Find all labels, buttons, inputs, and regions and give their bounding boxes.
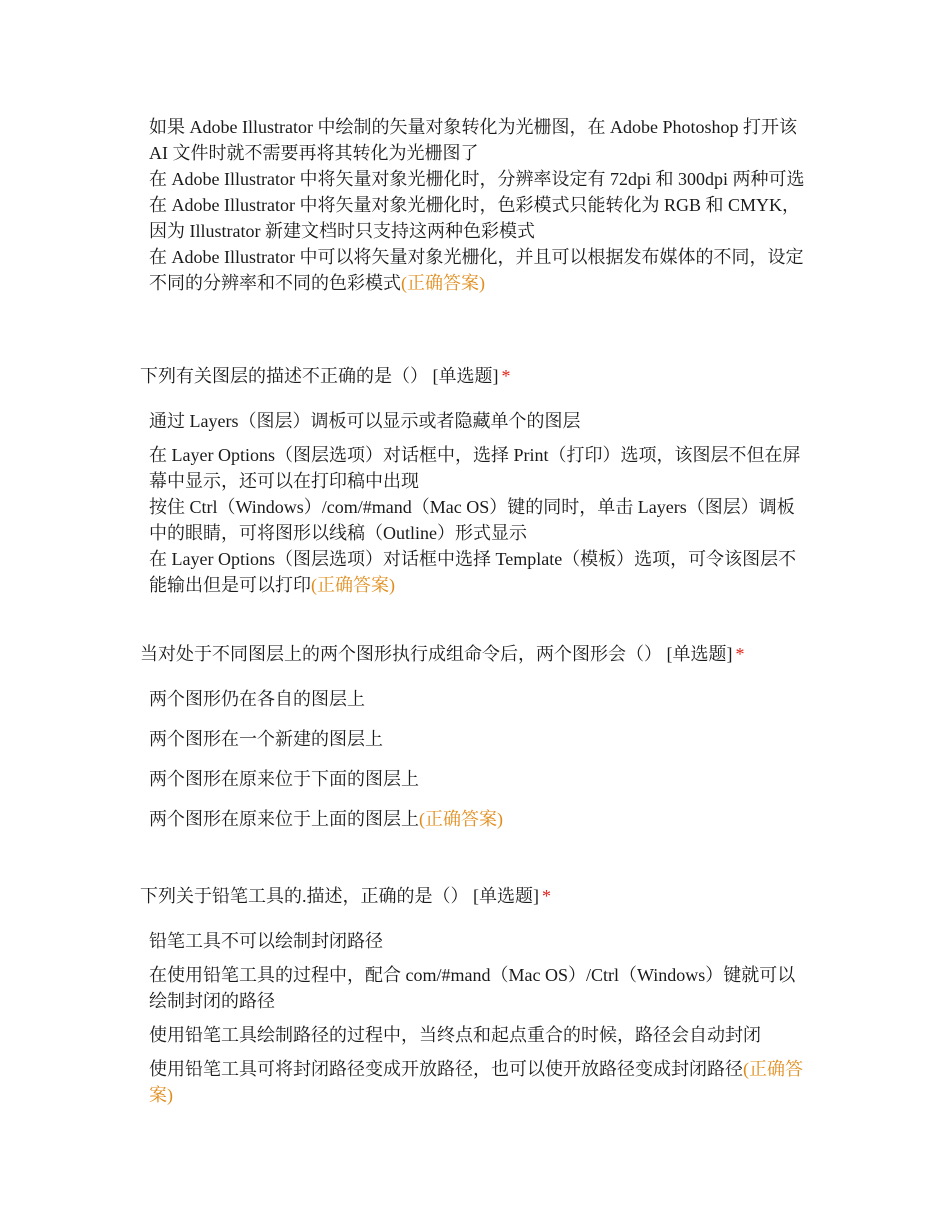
option-item[interactable] [149,1056,810,1108]
option-item[interactable] [149,192,810,244]
question-block-1 [140,114,810,296]
question-text: 下列关于铅笔工具的.描述，正确的是（） [单选题] [140,886,539,906]
options-list [140,408,810,598]
option-item[interactable] [149,1022,810,1048]
option-item[interactable] [149,686,810,712]
option-item[interactable] [149,166,810,192]
option-text: 在 Layer Options（图层选项）对话框中选择 Template（模板）选项，可令该图层不能输出但是可以打印 [149,549,797,595]
option-text: 两个图形仍在各自的图层上 [149,689,365,709]
option-text: 在使用铅笔工具的过程中，配合 com/#mand（Mac OS）/Ctrl（Windows）键就可以绘制封闭的路径 [149,965,796,1011]
option-text: 在 Adobe Illustrator 中将矢量对象光栅化时，分辨率设定有 72dpi 和 300dpi 两种可选 [149,169,805,189]
option-text: 使用铅笔工具绘制路径的过程中，当终点和起点重合的时候，路径会自动封闭 [149,1025,761,1045]
option-item[interactable] [149,806,810,832]
required-mark: * [501,366,511,386]
option-item[interactable] [149,962,810,1014]
question-block-2 [140,364,810,598]
required-mark: * [542,886,551,906]
question-block-4 [140,884,810,1108]
option-text: 使用铅笔工具可将封闭路径变成开放路径，也可以使开放路径变成封闭路径 [149,1059,743,1079]
correct-answer-tag: (正确答案) [419,809,503,829]
option-text: 在 Adobe Illustrator 中可以将矢量对象光栅化，并且可以根据发布媒体的不同，设定不同的分辨率和不同的色彩模式 [149,247,804,293]
question-block-3 [140,642,810,832]
option-item[interactable] [149,726,810,752]
options-list [140,114,810,296]
option-text: 两个图形在一个新建的图层上 [149,729,383,749]
option-text: 通过 Layers（图层）调板可以显示或者隐藏单个的图层 [149,411,581,431]
question-text: 下列有关图层的描述不正确的是（） [单选题] [140,366,499,386]
option-text: 在 Layer Options（图层选项）对话框中，选择 Print（打印）选项，该图层不但在屏幕中显示，还可以在打印稿中出现 [149,445,801,491]
correct-answer-tag: (正确答案) [149,1059,803,1105]
option-item[interactable] [149,928,810,954]
option-text: 两个图形在原来位于上面的图层上 [149,809,419,829]
option-text: 铅笔工具不可以绘制封闭路径 [149,931,383,951]
option-text: 按住 Ctrl（Windows）/com/#mand（Mac OS）键的同时，单击 Layers（图层）调板中的眼睛，可将图形以线稿（Outline）形式显示 [149,497,795,543]
question-title [140,364,810,388]
option-item[interactable] [149,244,810,296]
option-item[interactable] [149,442,810,494]
option-text: 在 Adobe Illustrator 中将矢量对象光栅化时，色彩模式只能转化为 RGB 和 CMYK，因为 Illustrator 新建文档时只支持这两种色彩模式 [149,195,800,241]
question-title [140,642,810,666]
required-mark: * [735,644,745,664]
question-title [140,884,810,908]
option-text: 如果 Adobe Illustrator 中绘制的矢量对象转化为光栅图，在 Adobe Photoshop 打开该 AI 文件时就不需要再将其转化为光栅图了 [149,117,797,163]
options-list [140,928,810,1108]
option-text: 两个图形在原来位于下面的图层上 [149,769,419,789]
option-item[interactable] [149,408,810,434]
correct-answer-tag: (正确答案) [401,273,485,293]
option-item[interactable] [149,114,810,166]
option-item[interactable] [149,546,810,598]
option-item[interactable] [149,766,810,792]
correct-answer-tag: (正确答案) [311,575,395,595]
option-item[interactable] [149,494,810,546]
question-text: 当对处于不同图层上的两个图形执行成组命令后，两个图形会（） [单选题] [140,644,733,664]
options-list [140,686,810,832]
